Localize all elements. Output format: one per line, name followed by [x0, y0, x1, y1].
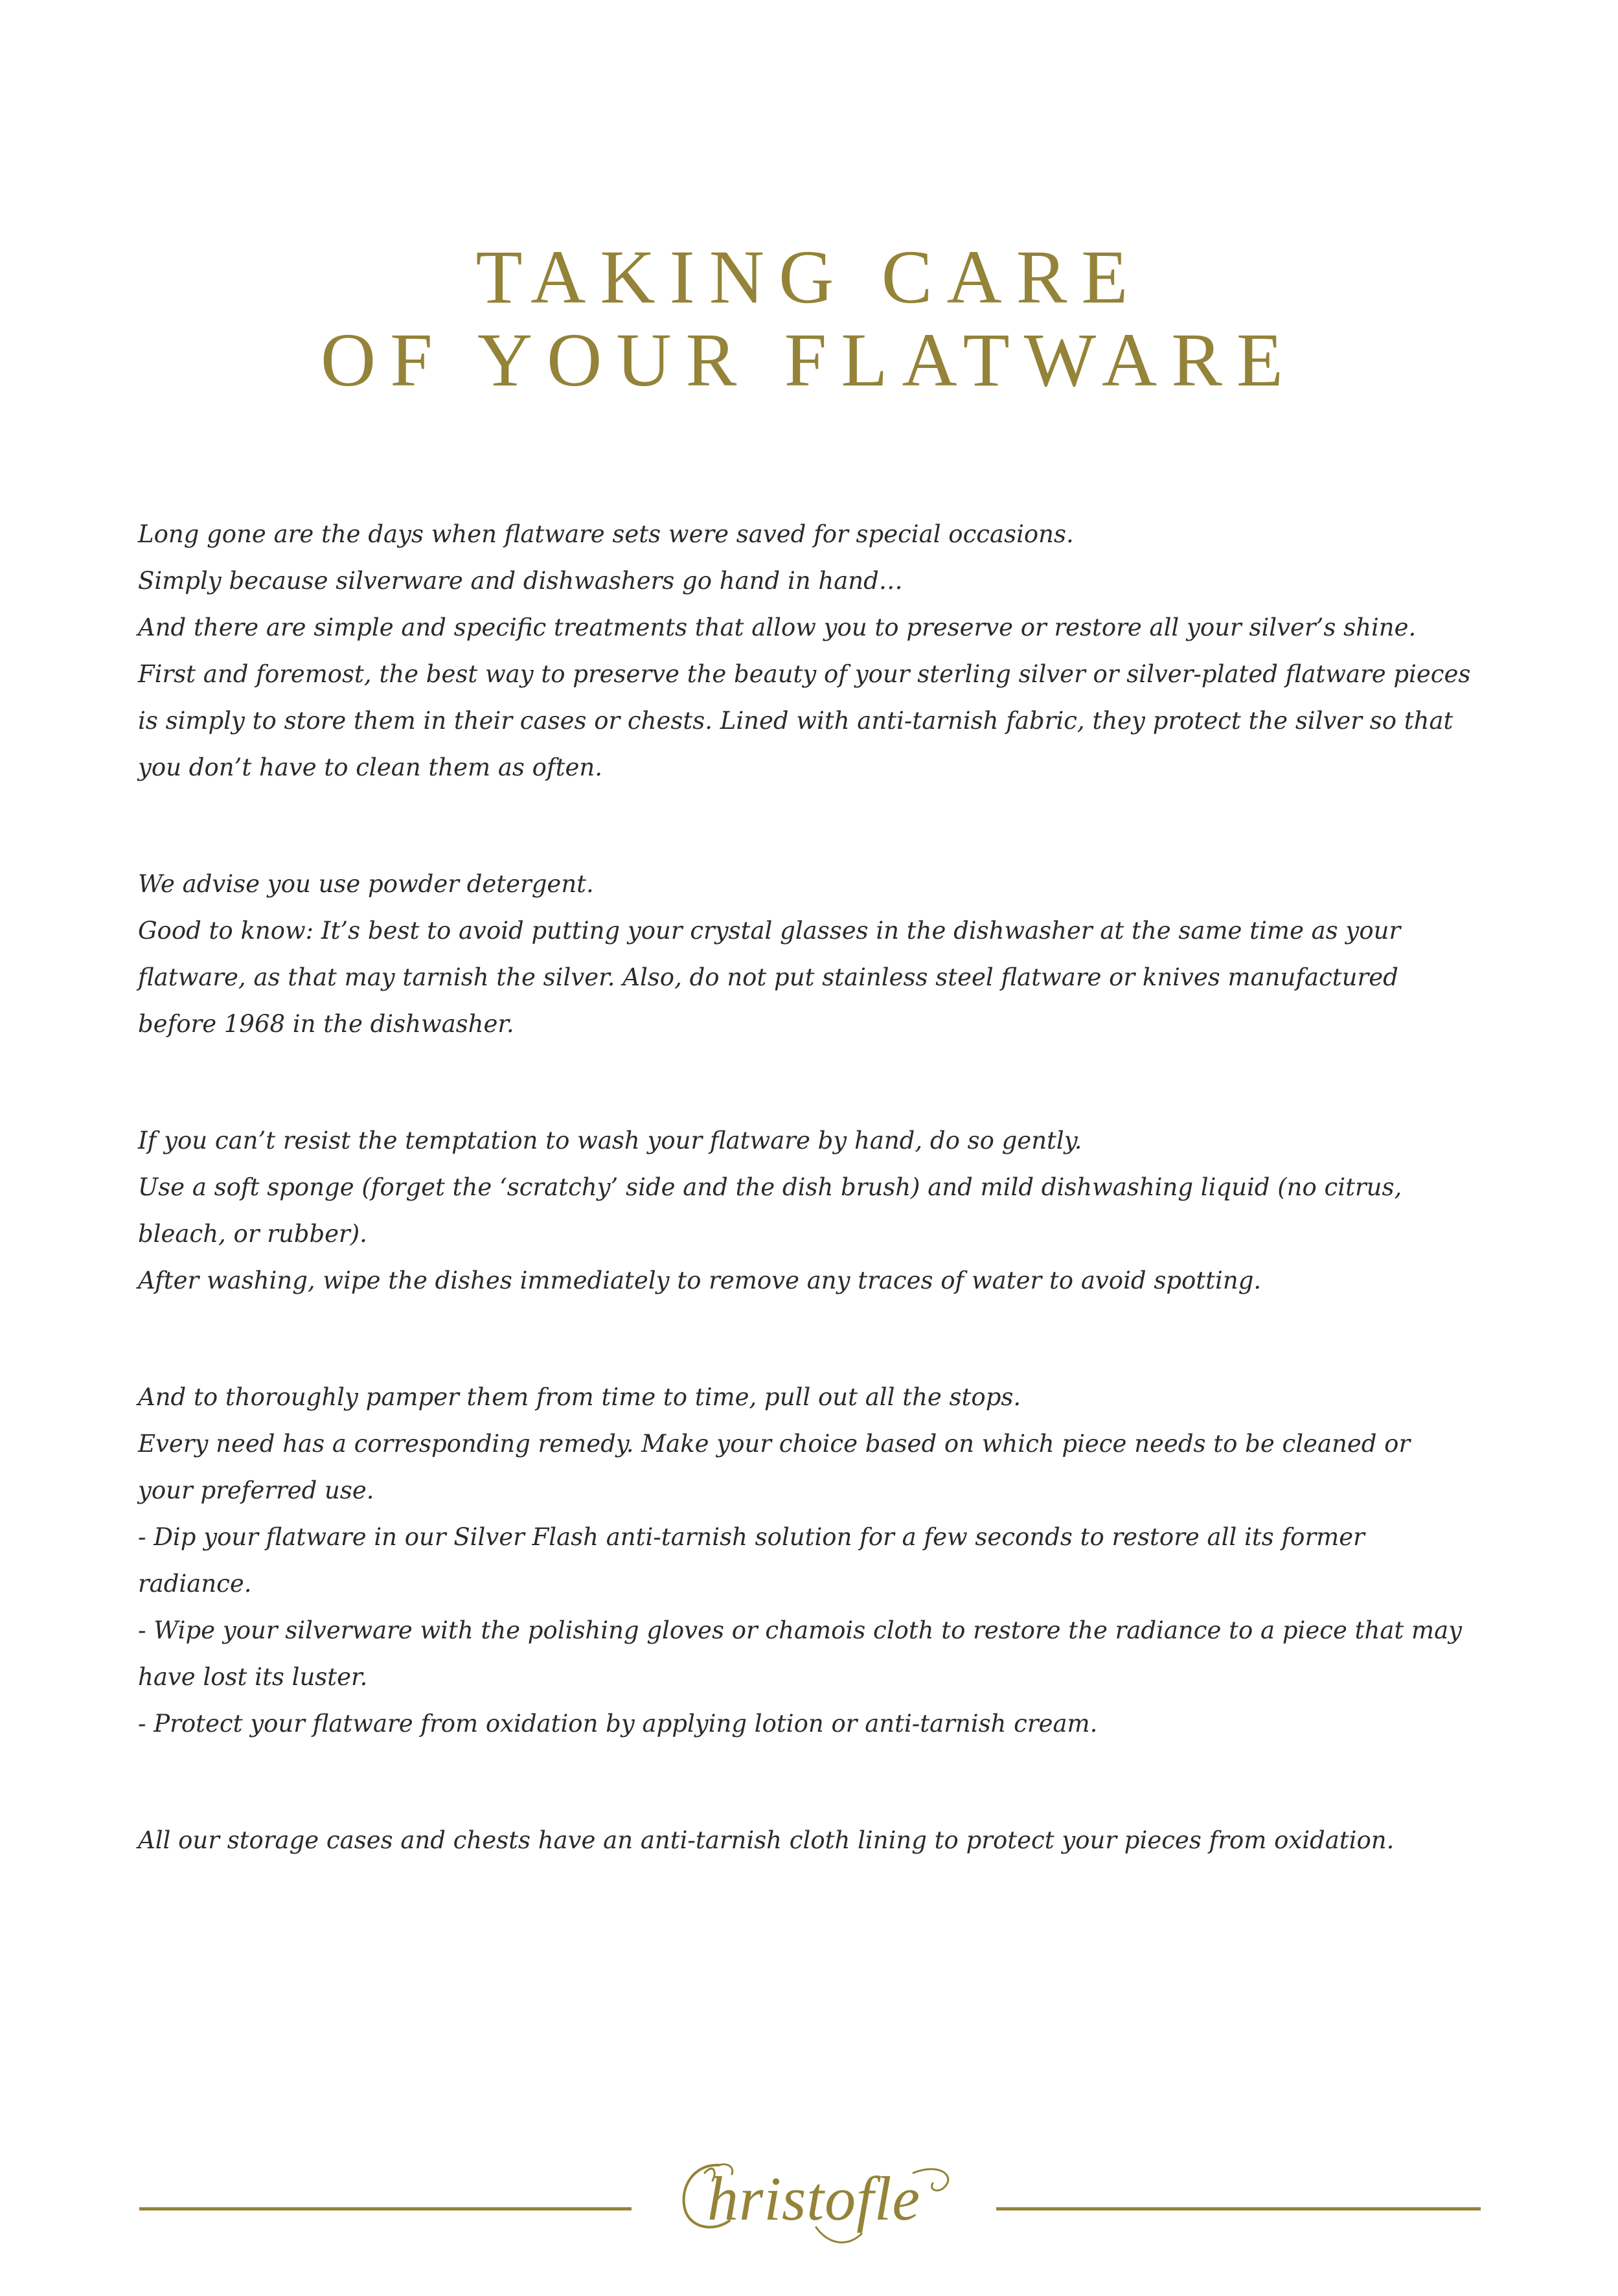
- text-line: radiance.: [138, 1570, 252, 1598]
- page-title-line-2: OF YOUR FLATWARE: [320, 317, 1298, 403]
- text-line: And to thoroughly pamper them from time to time, pull out all the stops.: [138, 1383, 1021, 1411]
- text-line: - Wipe your silverware with the polishing gloves or chamois cloth to restore the radiance to a piece that may: [138, 1616, 1463, 1644]
- text-line: have lost its luster.: [138, 1663, 368, 1691]
- text-line: - Protect your flatware from oxidation by applying lotion or anti-tarnish cream.: [138, 1710, 1098, 1738]
- text-line: flatware, as that may tarnish the silver. Also, do not put stainless steel flatware or knives manufactured: [138, 963, 1398, 991]
- text-line: If you can’t resist the temptation to wash your flatware by hand, do so gently.: [138, 1127, 1082, 1154]
- paragraph-dishwasher: [138, 861, 1488, 1048]
- text-line: And there are simple and specific treatments that allow you to preserve or restore all your silver’s shine.: [138, 614, 1417, 641]
- text-line: Long gone are the days when flatware sets were saved for special occasions.: [138, 520, 1074, 548]
- text-line: After washing, wipe the dishes immediately to remove any traces of water to avoid spotting.: [138, 1267, 1262, 1294]
- text-line: Use a soft sponge (forget the ‘scratchy’ side and the dish brush) and mild dishwashing liquid (no citrus,: [138, 1173, 1402, 1201]
- footer: [0, 2144, 1618, 2248]
- page-title: [0, 236, 1618, 402]
- text-line: Every need has a corresponding remedy. Make your choice based on which piece needs to be cleaned or: [138, 1430, 1411, 1458]
- text-line: We advise you use powder detergent.: [138, 870, 594, 898]
- text-line: is simply to store them in their cases or chests. Lined with anti-tarnish fabric, they protect the silver so that: [138, 707, 1453, 735]
- paragraph-remedies: [138, 1374, 1488, 1747]
- text-line: you don’t have to clean them as often.: [138, 753, 602, 781]
- page-title-line-1: TAKING CARE: [475, 235, 1143, 320]
- christofle-logo: [667, 2151, 959, 2248]
- body-text: [138, 511, 1488, 1934]
- text-line: Good to know: It’s best to avoid putting your crystal glasses in the dishwasher at the same time as your: [138, 917, 1401, 945]
- footer-rule-left: [139, 2207, 632, 2210]
- text-line: - Dip your flatware in our Silver Flash anti-tarnish solution for a few seconds to restore all its former: [138, 1523, 1365, 1551]
- text-line: bleach, or rubber).: [138, 1220, 367, 1248]
- text-line: your preferred use.: [138, 1476, 374, 1504]
- text-line: Simply because silverware and dishwashers go hand in hand…: [138, 567, 903, 595]
- paragraph-hand-washing: [138, 1118, 1488, 1304]
- text-line: All our storage cases and chests have an anti-tarnish cloth lining to protect your pieces from oxidation.: [138, 1826, 1395, 1854]
- svg-text:hristofle: hristofle: [707, 2164, 921, 2233]
- text-line: before 1968 in the dishwasher.: [138, 1010, 514, 1038]
- paragraph-storage: [138, 1817, 1488, 1864]
- footer-rule-right: [996, 2207, 1481, 2210]
- text-line: First and foremost, the best way to preserve the beauty of your sterling silver or silver-plated flatware pieces: [138, 660, 1471, 688]
- paragraph-intro: [138, 511, 1488, 791]
